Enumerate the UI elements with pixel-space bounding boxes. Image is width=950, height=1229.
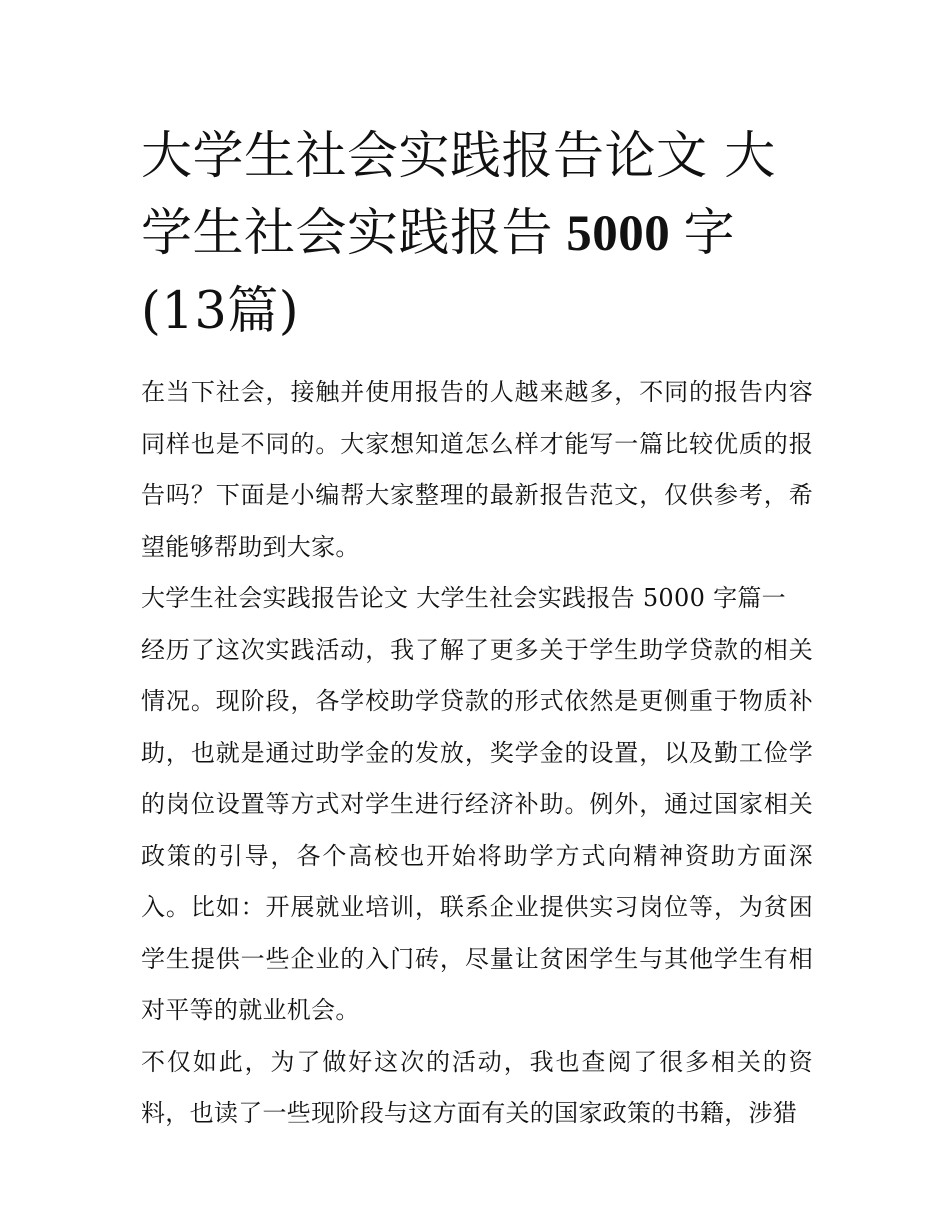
section-heading: 大学生社会实践报告论文 大学生社会实践报告 5000 字篇一 [141, 584, 786, 612]
intro-paragraph: 在当下社会，接触并使用报告的人越来越多，不同的报告内容同样也是不同的。大家想知道怎么样才能写一篇比较优质的报告吗？下面是小编帮大家整理的最新报告范文，仅供参考，希望能够帮助到大家。 [141, 378, 813, 561]
body-paragraph-1: 经历了这次实践活动，我了解了更多关于学生助学贷款的相关情况。现阶段，各学校助学贷款的形式依然是更侧重于物质补助，也就是通过助学金的发放，奖学金的设置，以及勤工俭学的岗位设置等方式对学生进行经济补助。例外，通过国家相关政策的引导，各个高校也开始将助学方式向精神资助方面深入。比如：开展就业培训，联系企业提供实习岗位等，为贫困学生提供一些企业的入门砖，尽量让贫困学生与其他学生有相对平等的就业机会。 [141, 635, 813, 1024]
body-paragraph-2: 不仅如此，为了做好这次的活动，我也查阅了很多相关的资料，也读了一些现阶段与这方面有关的国家政策的书籍，涉猎 [141, 1047, 813, 1127]
document-title [141, 118, 813, 350]
title-tail-text: 字(13篇) [141, 204, 736, 341]
document-body [141, 118, 813, 1140]
title-main-text: 大学生社会实践报告论文 大学生社会实践报告 [141, 127, 776, 263]
title-number-text: 5000 [553, 206, 684, 262]
